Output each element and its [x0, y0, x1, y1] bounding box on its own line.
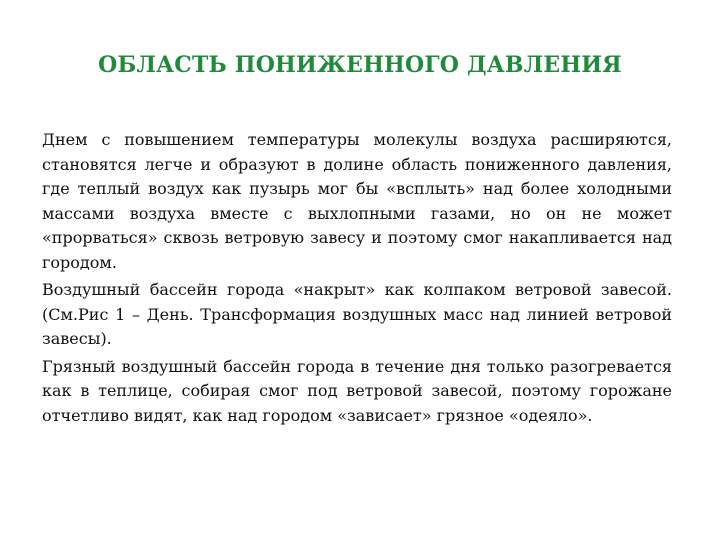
- slide-body: [42, 128, 672, 431]
- slide-title: ОБЛАСТЬ ПОНИЖЕННОГО ДАВЛЕНИЯ: [98, 52, 622, 78]
- paragraph-dirty-blanket: Грязный воздушный бассейн города в течение дня только разогревается как в теплице, собирая смог под ветровой завесой, поэтому горожане отчетливо видят, как над городом «зависает» грязное «одеяло».: [42, 356, 672, 425]
- paragraph-air-basin: Воздушный бассейн города «накрыт» как колпаком ветровой завесой. (См.Рис 1 – День. Трансформация воздушных масс над линией ветровой завесы).: [42, 280, 672, 348]
- paragraph-low-pressure: Днем с повышением температуры молекулы воздуха расширяются, становятся легче и образуют в долине область пониженного давления, где теплый воздух как пузырь мог бы «всплыть» над более холодными массами воздуха вместе с выхлопными газами, но он не может «прорваться» сквозь ветровую завесу и поэтому смог накапливается над городом.: [42, 130, 672, 272]
